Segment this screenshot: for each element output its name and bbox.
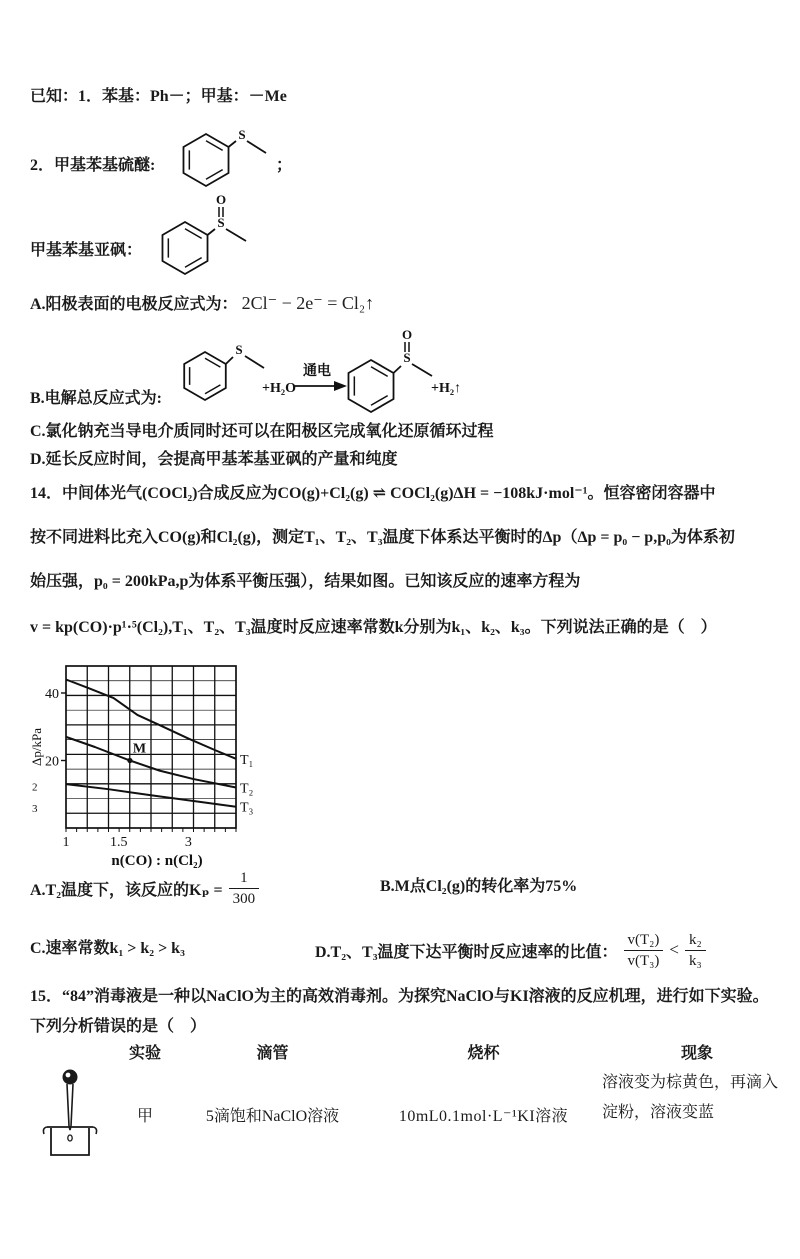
svg-text:40: 40 bbox=[45, 687, 59, 702]
table-cell-phenomenon: 溶液变为棕黄色，再滴入淀粉，溶液变蓝 bbox=[602, 1074, 779, 1121]
benzene-ring bbox=[348, 360, 393, 412]
q13-option-a-formula: 2Cl⁻ − 2e⁻ = Cl₂↑ bbox=[241, 293, 375, 313]
table-cell-experiment: 甲 bbox=[136, 1107, 153, 1125]
sulfur-atom-label: S bbox=[403, 350, 411, 365]
svg-text:M: M bbox=[132, 741, 147, 757]
table-cell-dropper: 5滴饱和NaClO溶液 bbox=[205, 1107, 340, 1125]
dropper-beaker-icon bbox=[39, 1068, 101, 1160]
q14-option-a-prefix: A.T₂温度下，该反应的Kₚ = bbox=[30, 881, 223, 899]
beaker-rim-curl-right bbox=[93, 1127, 97, 1134]
table-header-dropper: 滴管 bbox=[256, 1045, 289, 1062]
sulfide-label: 2．甲基苯基硫醚: bbox=[30, 157, 156, 174]
table-header-beaker: 烧杯 bbox=[467, 1045, 500, 1062]
q14-option-d bbox=[315, 922, 706, 978]
svg-text:Δp/kPa: Δp/kPa bbox=[29, 728, 44, 766]
c-s-bond bbox=[394, 366, 402, 373]
q14-line1: 14．中间体光气(COCl₂)合成反应为CO(g)+Cl₂(g) ⇌ COCl₂(g)ΔH = −108kJ·mol⁻¹。恒容密闭容器中 bbox=[30, 485, 716, 502]
table-header-phenomenon: 现象 bbox=[680, 1045, 713, 1062]
plus-water-label: +H₂O bbox=[262, 381, 296, 396]
q14-option-a bbox=[30, 866, 259, 910]
s-methyl-bond bbox=[226, 229, 246, 241]
fraction-denominator: k₃ bbox=[685, 950, 706, 971]
svg-text:3: 3 bbox=[32, 802, 38, 815]
svg-text:n(CO) : n(Cl₂): n(CO) : n(Cl₂) bbox=[111, 853, 203, 869]
q14-option-c: C.速率常数k₁ > k₂ > k₃ bbox=[30, 940, 185, 957]
table-cell-apparatus bbox=[30, 1068, 110, 1160]
beaker-rim-curl-left bbox=[43, 1127, 47, 1134]
svg-text:1: 1 bbox=[62, 835, 70, 850]
sulfur-atom-label: S bbox=[217, 215, 225, 230]
c-s-bond bbox=[229, 141, 237, 147]
fraction-denominator: 300 bbox=[229, 888, 260, 909]
reaction-arrow-head bbox=[334, 381, 347, 391]
sulfoxide-label: 甲基苯基亚砜： bbox=[30, 242, 143, 259]
q13-option-b-label: B.电解总反应式为: bbox=[30, 390, 163, 407]
svg-text:1.5: 1.5 bbox=[109, 835, 128, 850]
q14-option-d-prefix: D.T₂、T₃温度下达平衡时反应速率的比值： bbox=[315, 943, 618, 961]
drop bbox=[68, 1135, 72, 1141]
s-methyl-bond bbox=[245, 356, 264, 368]
fraction-numerator: v(T₂) bbox=[627, 931, 660, 948]
q14-line3: 始压强，p₀ = 200kPa,p为体系平衡压强），结果如图。已知该反应的速率方程为 bbox=[30, 573, 581, 590]
q15-line2: 下列分析错误的是（ ） bbox=[30, 1018, 207, 1035]
fraction-numerator: k₂ bbox=[688, 931, 702, 948]
s-methyl-bond bbox=[247, 141, 266, 153]
q13-option-d: D.延长反应时间，会提高甲基苯基亚砜的产量和纯度 bbox=[30, 451, 398, 468]
sulfur-atom-label: S bbox=[238, 127, 246, 142]
table-cell-beaker: 10mL0.1mol·L⁻¹KI溶液 bbox=[398, 1107, 569, 1125]
q15-experiment-table bbox=[30, 1040, 792, 1160]
q13-option-a bbox=[30, 292, 374, 316]
dropper-bulb-highlight bbox=[66, 1073, 71, 1078]
q13-option-a-prefix: A.阳极表面的电极反应式为： bbox=[30, 296, 238, 313]
c-s-bond bbox=[226, 357, 233, 364]
rate-ratio-fraction bbox=[624, 930, 664, 971]
sulfide-semicolon: ； bbox=[276, 157, 293, 174]
svg-text:3: 3 bbox=[184, 835, 192, 850]
oxygen-atom-label: O bbox=[215, 192, 227, 207]
q13-option-c: C.氯化钠充当导电介质同时还可以在阳极区完成氧化还原循环过程 bbox=[30, 423, 494, 440]
electrolysis-reaction-scheme bbox=[165, 326, 465, 420]
known-line: 已知：1．苯基：Ph－；甲基：－Me bbox=[30, 88, 287, 105]
benzene-ring bbox=[162, 222, 207, 274]
k-ratio-fraction bbox=[685, 930, 706, 971]
dropper-tube bbox=[67, 1084, 73, 1130]
svg-text:20: 20 bbox=[45, 754, 59, 770]
methyl-phenyl-sulfoxide-structure bbox=[140, 190, 280, 285]
methyl-phenyl-sulfide-structure bbox=[158, 112, 293, 197]
q14-line2: 按不同进料比充入CO(g)和Cl₂(g)，测定T₁、T₂、T₃温度下体系达平衡时的Δp（Δp = p₀ − p,p₀为体系初 bbox=[30, 529, 735, 546]
fraction-denominator: v(T₃) bbox=[624, 950, 664, 971]
electrify-label: 通电 bbox=[303, 364, 331, 379]
q14-option-b: B.M点Cl₂(g)的转化率为75% bbox=[380, 878, 578, 895]
fraction-numerator: 1 bbox=[240, 869, 248, 886]
s-methyl-bond bbox=[412, 364, 432, 376]
plus-hydrogen-label: +H₂↑ bbox=[431, 381, 462, 396]
benzene-ring bbox=[184, 352, 226, 400]
benzene-ring bbox=[183, 134, 228, 186]
svg-text:T₂: T₂ bbox=[240, 781, 254, 797]
kp-fraction bbox=[229, 868, 260, 909]
table-header-experiment: 实验 bbox=[128, 1045, 161, 1062]
svg-text:T₃: T₃ bbox=[240, 800, 254, 816]
svg-text:T₁: T₁ bbox=[240, 752, 254, 768]
svg-text:2: 2 bbox=[32, 781, 38, 794]
q14-chart bbox=[28, 654, 308, 870]
sulfur-atom-label: S bbox=[235, 342, 243, 357]
oxygen-atom-label: O bbox=[401, 327, 413, 342]
c-s-bond bbox=[208, 229, 216, 235]
dropper-bulb bbox=[63, 1070, 78, 1085]
less-than-sign: < bbox=[669, 940, 679, 959]
q15-line1: 15．“84”消毒液是一种以NaClO为主的高效消毒剂。为探究NaClO与KI溶液的反应机理，进行如下实验。 bbox=[30, 988, 769, 1005]
q14-line4: v = kp(CO)·p¹·⁵(Cl₂),T₁、T₂、T₃温度时反应速率常数k分别为k₁、k₂、k₃。下列说法正确的是（ ） bbox=[30, 619, 717, 636]
